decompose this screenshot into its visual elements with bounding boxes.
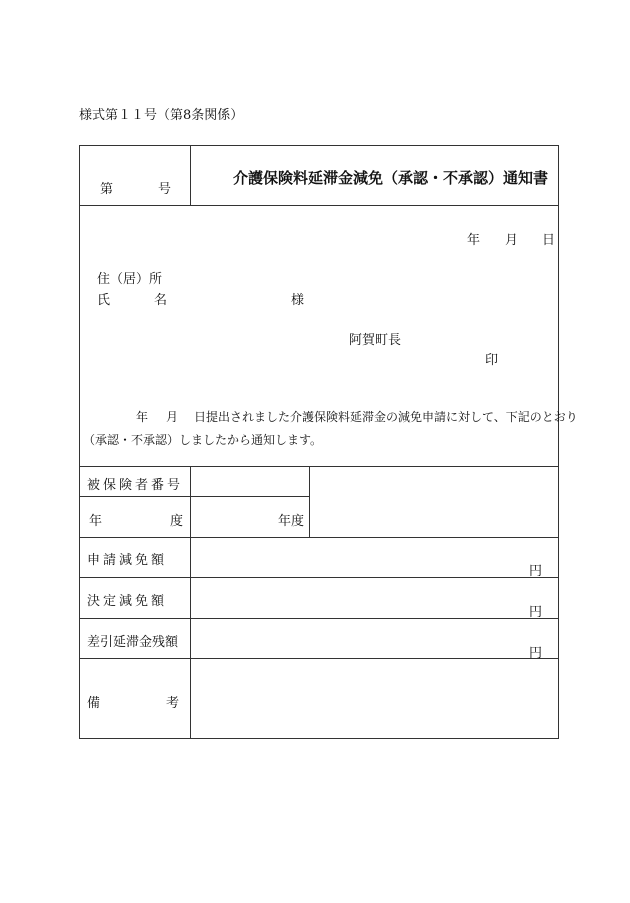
body-line-2: （承認・不承認）しましたから通知します。 — [83, 433, 323, 447]
divider — [190, 146, 191, 205]
insured-number-label: 被保険者番号 — [87, 478, 184, 493]
divider — [309, 466, 310, 537]
fiscal-year-value: 年度 — [278, 514, 305, 529]
document-title: 介護保険料延滞金減免（承認・不承認）通知書 — [233, 169, 549, 187]
number-label-go: 号 — [158, 182, 172, 197]
decided-amount-yen: 円 — [529, 605, 543, 620]
requested-amount-yen: 円 — [529, 564, 543, 579]
notice-form — [79, 145, 578, 739]
issuer-name: 阿賀町長 — [349, 333, 402, 348]
seal-mark: 印 — [485, 353, 499, 368]
form-reference: 様式第１１号（第8条関係） — [79, 108, 244, 123]
remarks-label-part1: 備 — [87, 696, 101, 711]
divider — [80, 466, 558, 467]
divider — [80, 537, 558, 538]
date-month: 月 — [505, 233, 519, 248]
divider — [190, 466, 191, 739]
remaining-amount-yen: 円 — [529, 646, 543, 661]
name-label-part1: 氏 — [97, 293, 111, 308]
body-year: 年 — [136, 410, 149, 424]
fiscal-year-label-part1: 年 — [89, 514, 103, 529]
honorific-sama: 様 — [291, 293, 305, 308]
number-label-dai: 第 — [100, 182, 114, 197]
address-label: 住（居）所 — [97, 272, 163, 287]
date-day: 日 — [542, 233, 556, 248]
remarks-label-part2: 考 — [166, 696, 180, 711]
name-label-part2: 名 — [154, 293, 168, 308]
divider — [80, 496, 309, 497]
remaining-amount-label: 差引延滞金残額 — [87, 635, 179, 650]
body-month: 月 — [166, 410, 179, 424]
body-line-1: 日提出されました介護保険料延滞金の減免申請に対して、下記のとおり — [194, 410, 578, 424]
divider — [80, 618, 558, 619]
fiscal-year-label-part2: 度 — [170, 514, 184, 529]
divider — [80, 658, 558, 659]
decided-amount-label: 決定減免額 — [87, 594, 168, 609]
divider — [80, 205, 558, 206]
divider — [80, 577, 558, 578]
date-year: 年 — [467, 233, 481, 248]
requested-amount-label: 申請減免額 — [87, 553, 168, 568]
